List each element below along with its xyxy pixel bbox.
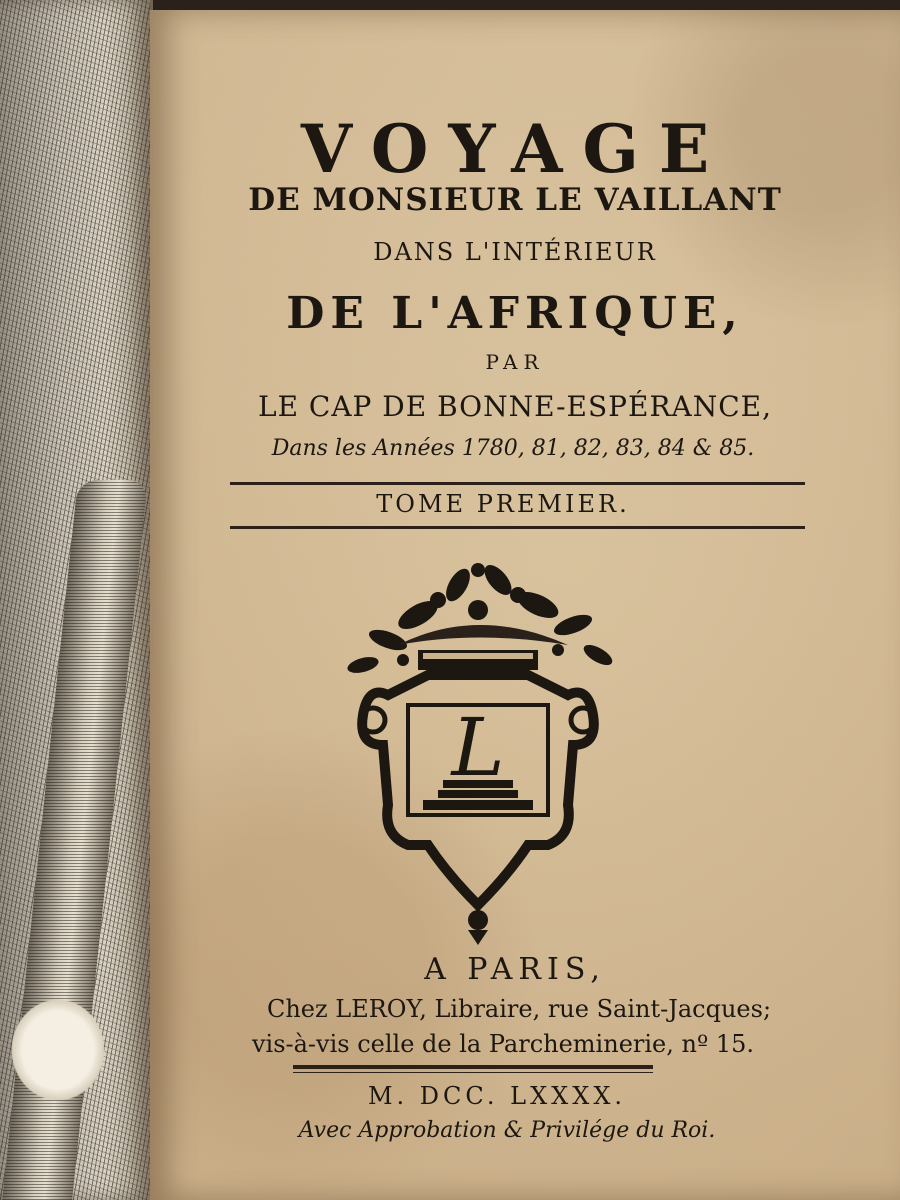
approbation-line: Avec Approbation & Privilége du Roi. [298,1118,716,1143]
dates-line: Dans les Années 1780, 81, 82, 83, 84 & 85. [271,436,755,461]
rule-thin [293,1072,653,1073]
author-line: DE MONSIEUR LE VAILLANT [248,182,782,218]
imprint-city: A PARIS, [424,952,606,987]
imprint-publisher: Chez LEROY, Libraire, rue Saint-Jacques; [266,995,772,1023]
subtitle-dans: DANS L'INTÉRIEUR [373,238,657,266]
rule-bottom [230,526,805,529]
subtitle-par: PAR [485,350,545,374]
frontispiece-plate-edge [0,0,153,1200]
imprint-year: M. DCC. LXXXX. [367,1082,627,1110]
imprint-address: vis-à-vis celle de la Parcheminerie, nº 15. [251,1030,755,1058]
subtitle-cap: LE CAP DE BONNE-ESPÉRANCE, [257,390,773,423]
vignette-basket-cartouche-icon [328,545,628,945]
paper-tear [12,1000,104,1100]
subtitle-afrique: DE L'AFRIQUE, [286,288,744,339]
title-page [150,10,900,1200]
monogram: L [451,701,505,794]
page-title: VOYAGE [300,110,730,188]
rule-top [230,482,805,485]
volume-label: TOME PREMIER. [376,490,630,518]
rule-thick [293,1065,653,1069]
